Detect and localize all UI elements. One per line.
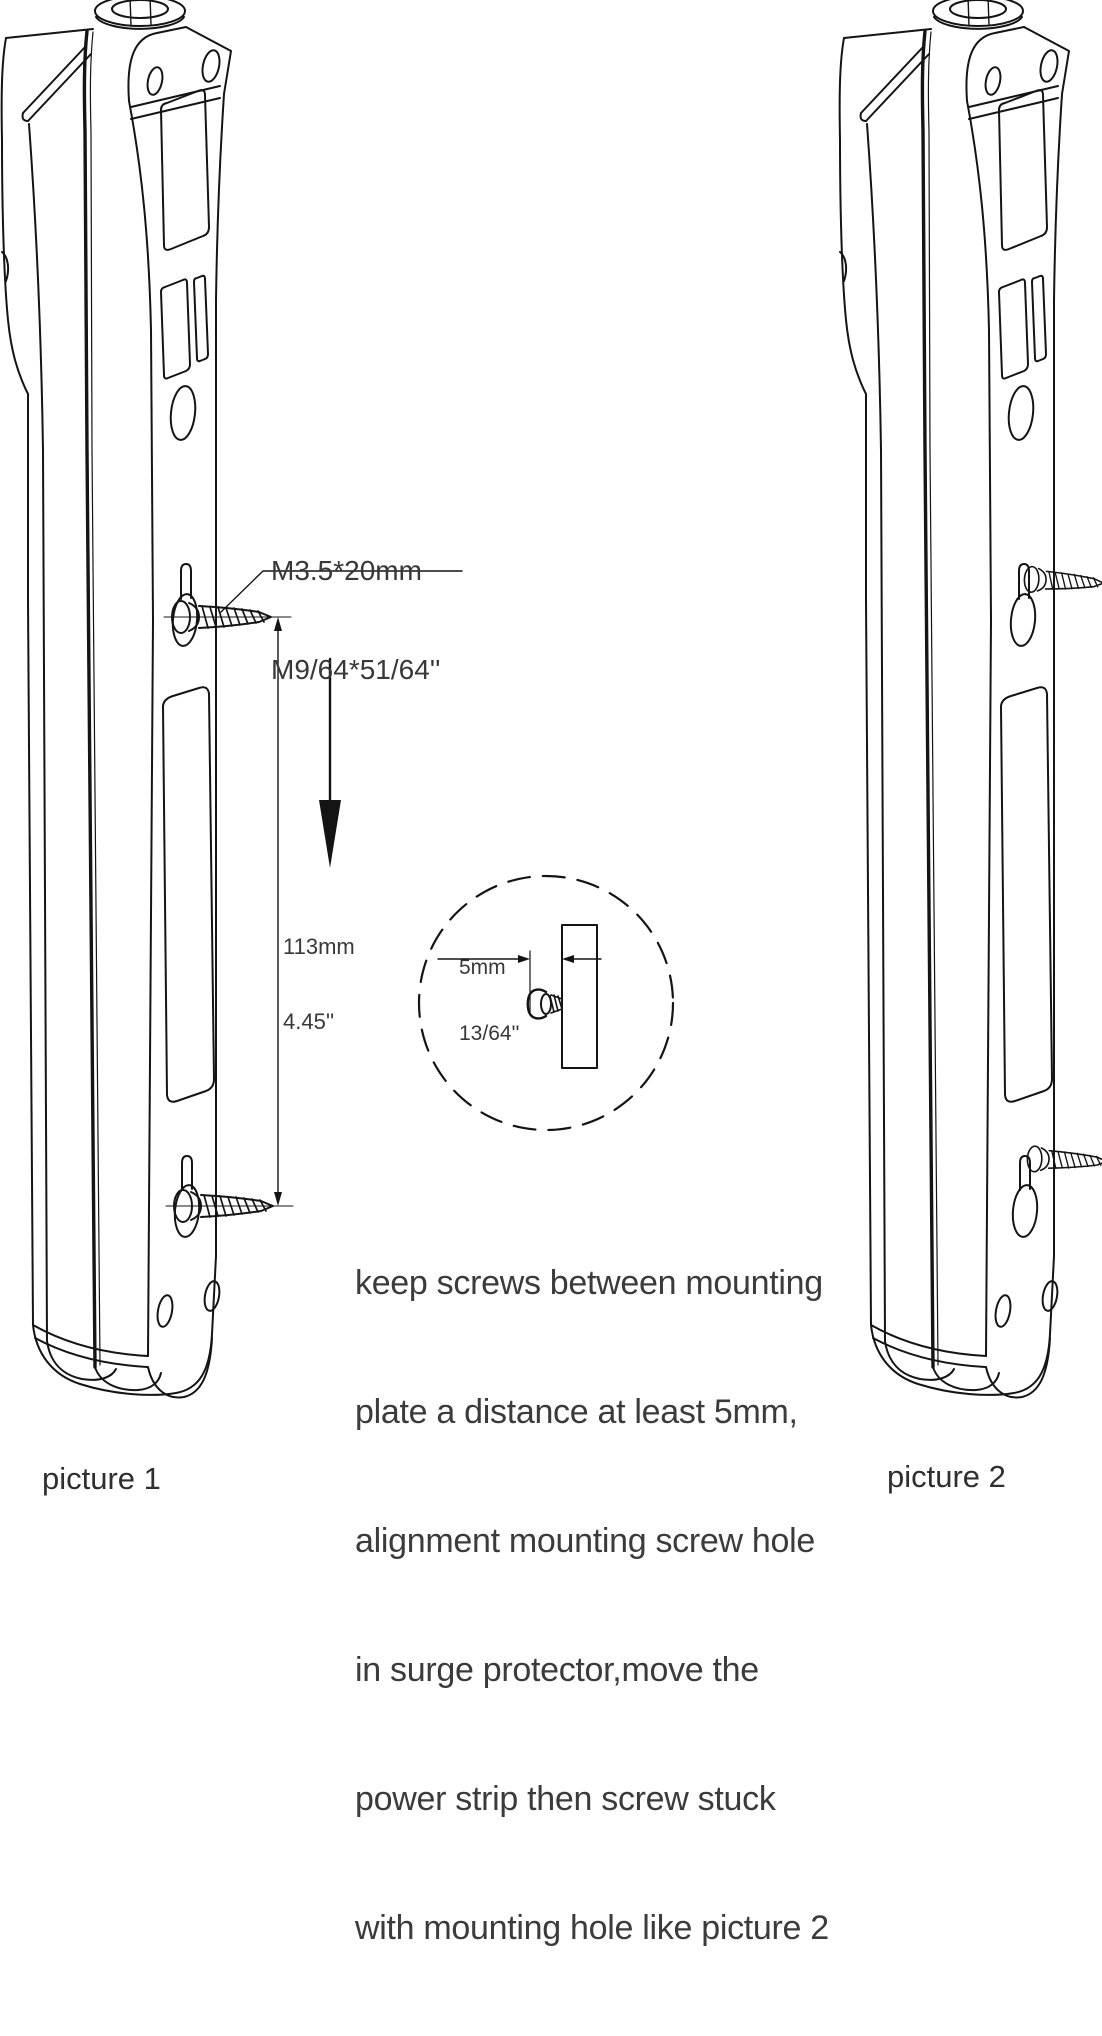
instruction-text (355, 1176, 829, 2036)
instruction-line: keep screws between mounting (355, 1264, 823, 1302)
wall-gap-metric: 5mm (459, 956, 506, 979)
detail-screw (528, 990, 562, 1019)
instruction-line: in surge protector,move the (355, 1651, 759, 1689)
gap-detail-circle (419, 876, 673, 1130)
wall-screw-top (1024, 566, 1102, 596)
hole-spacing-imperial: 4.45'' (283, 1009, 335, 1034)
instruction-line: with mounting hole like picture 2 (355, 1909, 829, 1947)
wall-gap-label (459, 913, 520, 1089)
wall-gap-imperial: 13/64'' (459, 1022, 520, 1045)
hole-spacing-label (283, 884, 355, 1084)
power-strip-rear-view-2 (840, 0, 1069, 1398)
hole-spacing-metric: 113mm (283, 934, 355, 959)
screw-spec-metric: M3.5*20mm (271, 555, 422, 586)
instruction-line: alignment mounting screw hole (355, 1522, 815, 1560)
picture-1-caption: picture 1 (42, 1461, 161, 1496)
power-strip-rear-view-1 (2, 0, 231, 1398)
wall-screw-bottom (1027, 1146, 1102, 1174)
wall-plate (562, 925, 597, 1068)
picture-2-caption: picture 2 (887, 1459, 1006, 1494)
screw-spec-label (271, 488, 440, 752)
screw-spec-imperial: M9/64*51/64'' (271, 654, 441, 685)
instruction-line: power strip then screw stuck (355, 1780, 776, 1818)
instruction-line: plate a distance at least 5mm, (355, 1393, 798, 1431)
mounting-screw-bottom (166, 1190, 293, 1222)
